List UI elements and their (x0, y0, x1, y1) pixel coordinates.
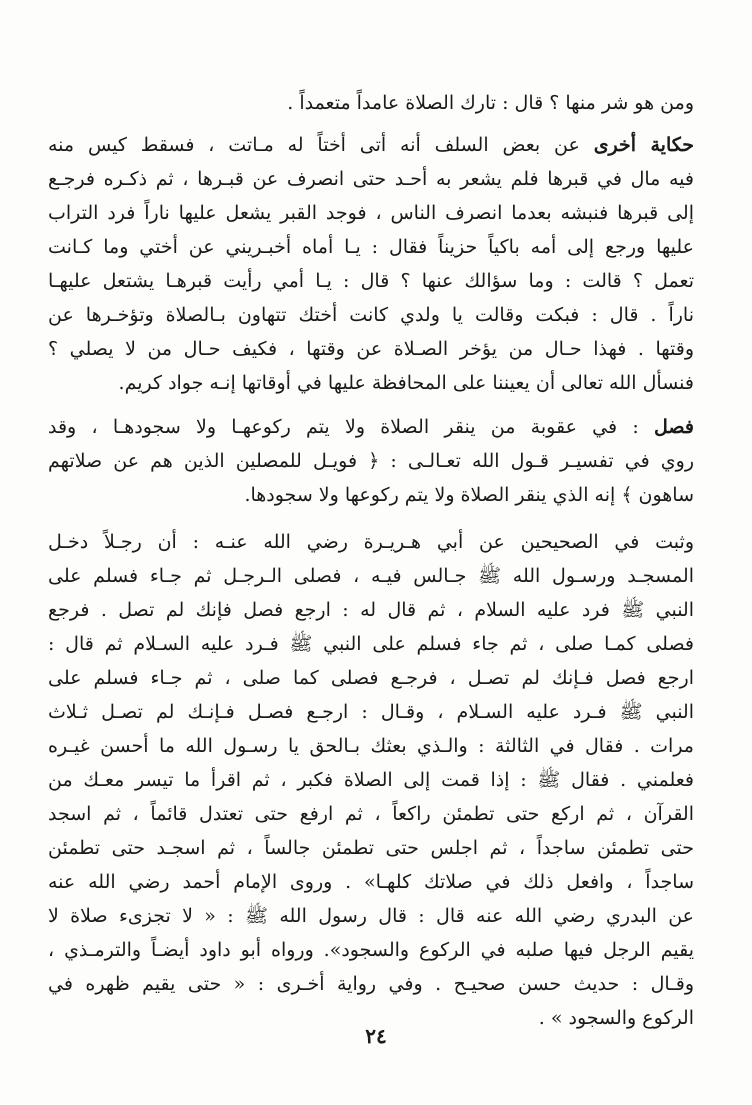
text-line: المسجـد ورسـول الله ﷺ جـالس فيـه ، فصلى الـرجـل ثم جـاء فسلم على (48, 565, 694, 587)
text-line: ساجداً ، وافعل ذلك في صلاتك كلهـا» . وروى الإمام أحمد رضي الله عنه (48, 871, 694, 893)
section-first-line-text: : في عقوبة من ينقر الصلاة ولا يتم ركوعهـا ولا سجودهـا ، وقد (48, 416, 655, 438)
story-heading: حكاية أخرى (593, 134, 694, 156)
text-line: إلى قبرها فنبشه بعدما انصرف الناس ، فوجد القبر يشعل عليها ناراً فرد التراب (48, 202, 694, 224)
text-line: تعمل ؟ قالت : وما سؤالك عنها ؟ قال : يـا أمي رأيت قبرهـا يشتعل عليهـا (48, 270, 694, 292)
text-line: وقتها . فهذا حـال من يؤخر الصـلاة عن وقتها ، فكيف حـال من لا يصلي ؟ (48, 338, 694, 360)
text-line: ساهون ﴾ إنه الذي ينقر الصلاة ولا يتم ركوعها ولا سجودها. (244, 484, 694, 506)
paragraph-intro (48, 86, 694, 120)
text-line: عليها ورجع إلى أمه باكياً حزيناً فقال : يـا أماه أخبـريني عن أختي وما كـانت (48, 236, 694, 258)
paragraph-hadith (48, 525, 694, 1035)
text-line: فنسأل الله تعالى أن يعيننا على المحافظة عليها في أوقاتها إنـه جواد كريم. (118, 372, 694, 394)
text-line: النبي ﷺ فـرد عليه السـلام ، وقـال : ارجـع فصـل فـإنـك لم تصـل ثـلاث (48, 701, 694, 723)
page-number: ٢٤ (365, 1024, 387, 1048)
text-line: عن البدري رضي الله عنه قال : قال رسول الله ﷺ : « لا تجزىء صلاة لا (48, 905, 694, 927)
text-line: القرآن ، ثم اركع حتى تطمئن راكعاً ، ثم ارفع حتى تعتدل قائماً ، ثم اسجد (48, 803, 694, 825)
paragraph-section (48, 410, 694, 512)
text-line: ومن هو شر منها ؟ قال : تارك الصلاة عامداً متعمداً . (287, 92, 694, 114)
text-line: وثبت في الصحيحين عن أبي هـريـرة رضي الله عنـه : أن رجـلاً دخـل (48, 531, 694, 553)
story-first-line-text: عن بعض السلف أنه أتى أختاً له مـاتت ، فسقط كيس منه (48, 134, 594, 156)
text-line: الركوع والسجود » . (538, 1007, 694, 1029)
text-line: روي في تفسيـر قـول الله تعـالـى : ﴿ فويـل للمصلين الذين هم عن صلاتهم (48, 450, 694, 472)
text-line: يقيم الرجل فيها صلبه في الركوع والسجود». ورواه أبو داود أيضـاً والترمـذي ، (48, 939, 694, 961)
text-line (48, 410, 694, 444)
text-line: مرات . فقال في الثالثة : والـذي بعثك بـالحق يا رسـول الله ما أحسن غيـره (48, 735, 694, 757)
text-line: حتى تطمئن ساجداً ، ثم اجلس حتى تطمئن جالساً ، ثم اسجـد حتى تطمئن (48, 837, 694, 859)
text-line: النبي ﷺ فرد عليه السلام ، ثم قال له : ارجع فصل فإنك لم تصل . فرجع (48, 599, 694, 621)
text-line: فيه مال في قبرها فلم يشعر به أحـد حتى انصرف عن قبـرها ، ثم ذكـره فرجـع (48, 168, 694, 190)
text-line: ناراً . قال : فبكت وقالت يا ولدي كانت أختك تتهاون بـالصلاة وتؤخـرها عن (48, 304, 694, 326)
paragraph-story (48, 128, 694, 400)
text-line: فعلمني . فقال ﷺ : إذا قمت إلى الصلاة فكبر ، ثم اقرأ ما تيسر معـك من (48, 769, 694, 791)
text-line: فصلى كمـا صلى ، ثم جاء فسلم على النبي ﷺ فـرد عليه السـلام ثم قال : (48, 633, 694, 655)
section-heading: فصل (654, 416, 694, 438)
text-line: ارجع فصل فـإنك لم تصـل ، فرجـع فصلى كما صلى ، ثم جـاء فسلم على (48, 667, 694, 689)
text-line (48, 128, 694, 162)
text-line: وقـال : حديث حسن صحيـح . وفي رواية أخـرى : « حتى يقيم ظهره في (48, 973, 694, 995)
